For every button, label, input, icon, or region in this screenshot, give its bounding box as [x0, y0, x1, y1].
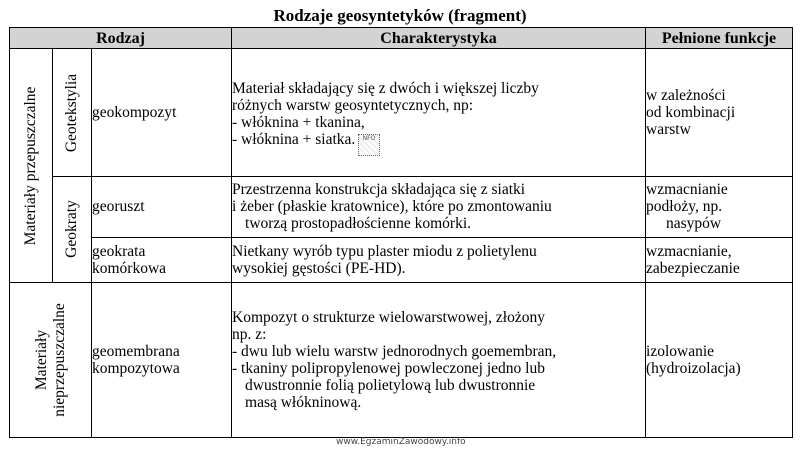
type-name: geokrata komórkowa: [92, 238, 232, 283]
header-charakterystyka: Charakterystyka: [232, 28, 646, 49]
geosynthetics-table: [9, 27, 793, 438]
watermark-footer: www.EgzaminZawodowy.info: [336, 437, 466, 447]
table-row: [10, 49, 793, 176]
table-row: [10, 176, 793, 237]
table-row: [10, 238, 793, 283]
type-function: w zależności od kombinacji warstw: [646, 49, 793, 176]
header-row: [10, 28, 793, 49]
type-name: geomembrana kompozytowa: [92, 282, 232, 437]
type-function: izolowanie (hydroizolacja): [646, 282, 793, 437]
header-funkcje: Pełnione funkcje: [646, 28, 793, 49]
table-row: [10, 282, 793, 437]
header-rodzaj: Rodzaj: [10, 28, 232, 49]
subgroup-geokraty: Geokraty: [53, 176, 92, 282]
type-description: Kompozyt o strukturze wielowarstwowej, złożony np. z: - dwu lub wielu warstw jednorodnych goemembran, - tkaniny polipropylenowej powleczonej jedno lub dwustronnie folią polietylową lub dwustronnie masą włókninową.: [232, 282, 646, 437]
group-nieprzepuszczalne: Materiały nieprzepuszczalne: [10, 282, 92, 437]
broken-image-icon: NFO: [358, 134, 380, 156]
type-name: georuszt: [92, 176, 232, 237]
type-description: Przestrzenna konstrukcja składająca się z siatki i żeber (płaskie kratownice), które po zmontowaniu tworzą prostopadłościenne komórki.: [232, 176, 646, 237]
type-name: geokompozyt: [92, 49, 232, 176]
subgroup-geotekstylia: Geotekstylia: [53, 49, 92, 176]
table-title: Rodzaje geosyntetyków (fragment): [273, 6, 527, 25]
type-function: wzmacnianie podłoży, np. nasypów: [646, 176, 793, 237]
type-description: Materiał składający się z dwóch i większej liczby różnych warstw geosyntetycznych, np: - włóknina + tkanina, - włóknina + siatka.: [232, 49, 646, 176]
group-przepuszczalne: Materiały przepuszczalne: [10, 49, 53, 283]
type-description: Nietkany wyrób typu plaster miodu z polietylenu wysokiej gęstości (PE-HD).: [232, 238, 646, 283]
type-function: wzmacnianie, zabezpieczanie: [646, 238, 793, 283]
